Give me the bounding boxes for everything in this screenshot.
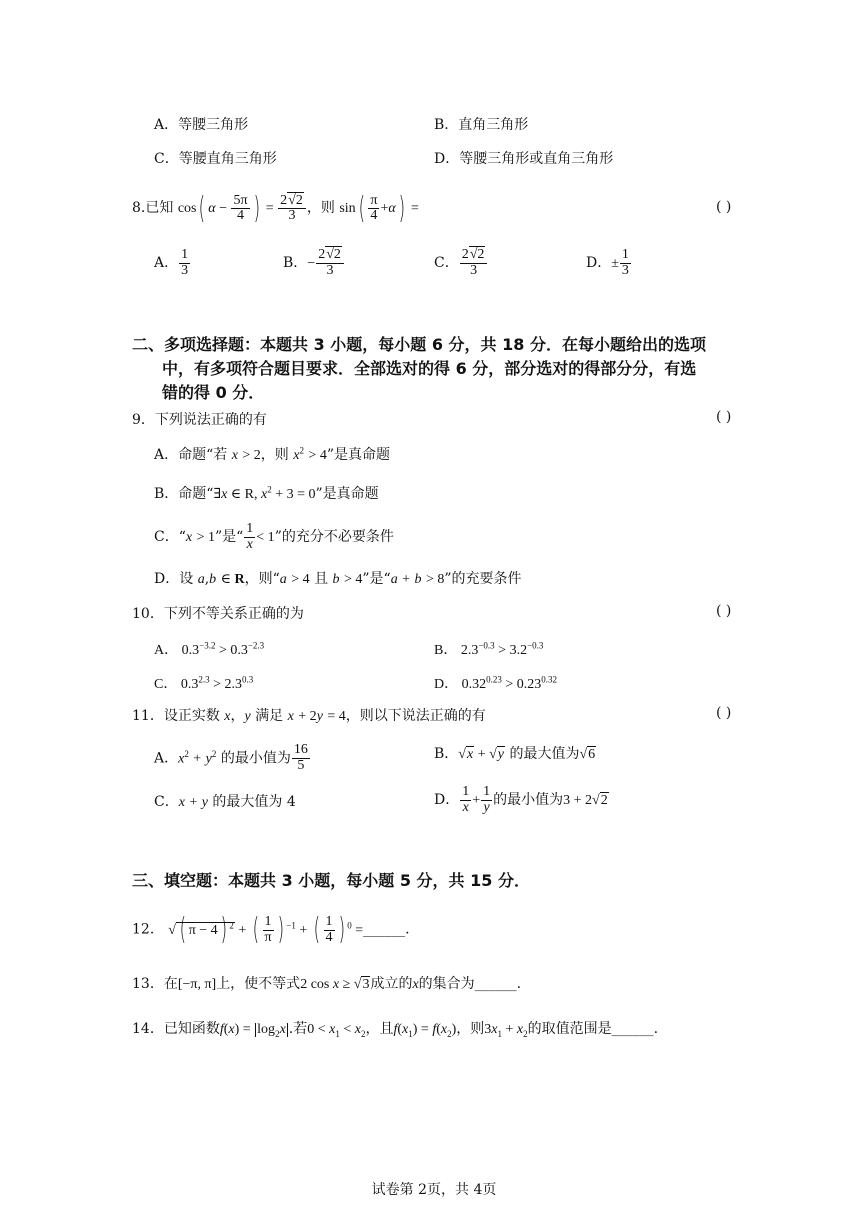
q8-option-c: C． $\frac{2√2}{3}$ <box>434 245 488 281</box>
q10-option-b: B． $2.3^{-0.3} > 3.2^{-0.3}$ <box>434 640 544 658</box>
section-3-heading: 三、填空题：本题共 3 小题，每小题 5 分，共 15 分． <box>132 871 530 890</box>
q10-option-d: D． $0.32^{0.23} > 0.23^{0.32}$ <box>434 674 558 692</box>
question-12: 12． √ ( π − 4) $^2$ + ( $\frac{1}{\pi}$ ) $^{-1}$ + ( $\frac{1}{4}$ ) $^0$ =______. <box>132 912 410 948</box>
q11-answer-paren: ( ) <box>716 705 732 721</box>
question-13: 13．在[−π, π]上，使不等式2 cos x ≥ √3成立的x的集合为______. <box>132 976 522 992</box>
q7-option-d: D．等腰三角形或直角三角形 <box>434 151 614 167</box>
q9-option-a: A．命题“若 x > 2，则 $x^2 > 4$”是真命题 <box>154 445 390 463</box>
q8-stem-1: 已知 <box>145 200 174 216</box>
q11-stem: 11．设正实数 x，y 满足 x + 2y = 4，则以下说法正确的有 <box>132 708 486 724</box>
q11-option-c: C．x + y 的最大值为 4 <box>154 794 296 810</box>
q11-option-a: A．$x^2 + y^2$ 的最小值为 $\frac{16}{5}$ <box>154 742 308 774</box>
question-14: 14．已知函数$f(x) = \log_2x$ .若$0 < x_1 < x_2$，且$f(x_1) = f(x_2)$，则$3x_1 + x_2$的取值范围是______. <box>132 1021 659 1039</box>
q9-answer-paren: ( ) <box>716 409 732 425</box>
q13-blank: ______. <box>474 976 522 992</box>
q8-number: 8. <box>132 200 146 216</box>
q7-option-c: C．等腰直角三角形 <box>154 151 277 167</box>
section-2-heading-line-2: 中，有多项符合题目要求．全部选对的得 6 分，部分选对的得部分分，有选 <box>162 359 697 378</box>
q9-option-c: C．“x > 1”是“ $\frac{1}{x}$ < 1”的充分不必要条件 <box>154 520 394 552</box>
q8-cos-expression: cos( α − $\frac{5\pi}{4}$ ) = $\frac{2√2}{3}$ <box>178 201 307 216</box>
q9-option-b: B．命题“∃x ∈ R, $x^2 + 3 = 0$”是真命题 <box>154 484 379 502</box>
q10-option-a: A． $0.3^{-3.2} > 0.3^{-2.3}$ <box>154 640 265 658</box>
q8-answer-paren: ( ) <box>716 199 732 215</box>
section-2-heading-line-1: 二、多项选择题：本题共 3 小题，每小题 6 分，共 18 分．在每小题给出的选项 <box>132 335 706 354</box>
q9-option-d: D．设 a,b ∈ R，则“a > 4 且 b > 4”是“a + b > 8”的充要条件 <box>154 571 522 587</box>
q14-blank: ______. <box>611 1021 659 1037</box>
q8-option-a: A． $\frac{1}{3}$ <box>154 246 189 278</box>
q10-stem: 10．下列不等关系正确的为 <box>132 606 304 622</box>
q7-option-a: A．等腰三角形 <box>154 117 249 133</box>
q12-blank: ______. <box>363 921 410 938</box>
q10-answer-paren: ( ) <box>716 603 732 619</box>
q8-option-b: B．− $\frac{2√2}{3}$ <box>283 245 345 282</box>
q8-sin-expression: sin( $\frac{\pi}{4}$ +α) = <box>339 190 419 226</box>
q11-option-d: D． $\frac{1}{x}$ + $\frac{1}{y}$ 的最小值为3 + 2√2 <box>434 783 608 815</box>
q11-option-b: B．√x + √y 的最大值为√6 <box>434 746 596 762</box>
question-8 <box>132 186 419 231</box>
q9-stem: 9．下列说法正确的有 <box>132 412 267 428</box>
q8-stem-2: ，则 <box>306 200 335 216</box>
q7-option-b: B．直角三角形 <box>434 117 529 133</box>
q10-option-c: C． $0.3^{2.3} > 2.3^{0.3}$ <box>154 674 254 692</box>
section-2-heading-line-3: 错的得 0 分． <box>162 383 265 402</box>
q8-option-d: D．± $\frac{1}{3}$ <box>586 246 629 278</box>
q12-expression: √ ( π − 4) $^2$ + ( $\frac{1}{\pi}$ ) $^{-1}$ + ( $\frac{1}{4}$ ) $^0$ = <box>168 912 364 948</box>
page-footer: 试卷第 2页，共 4页 <box>371 1182 497 1198</box>
